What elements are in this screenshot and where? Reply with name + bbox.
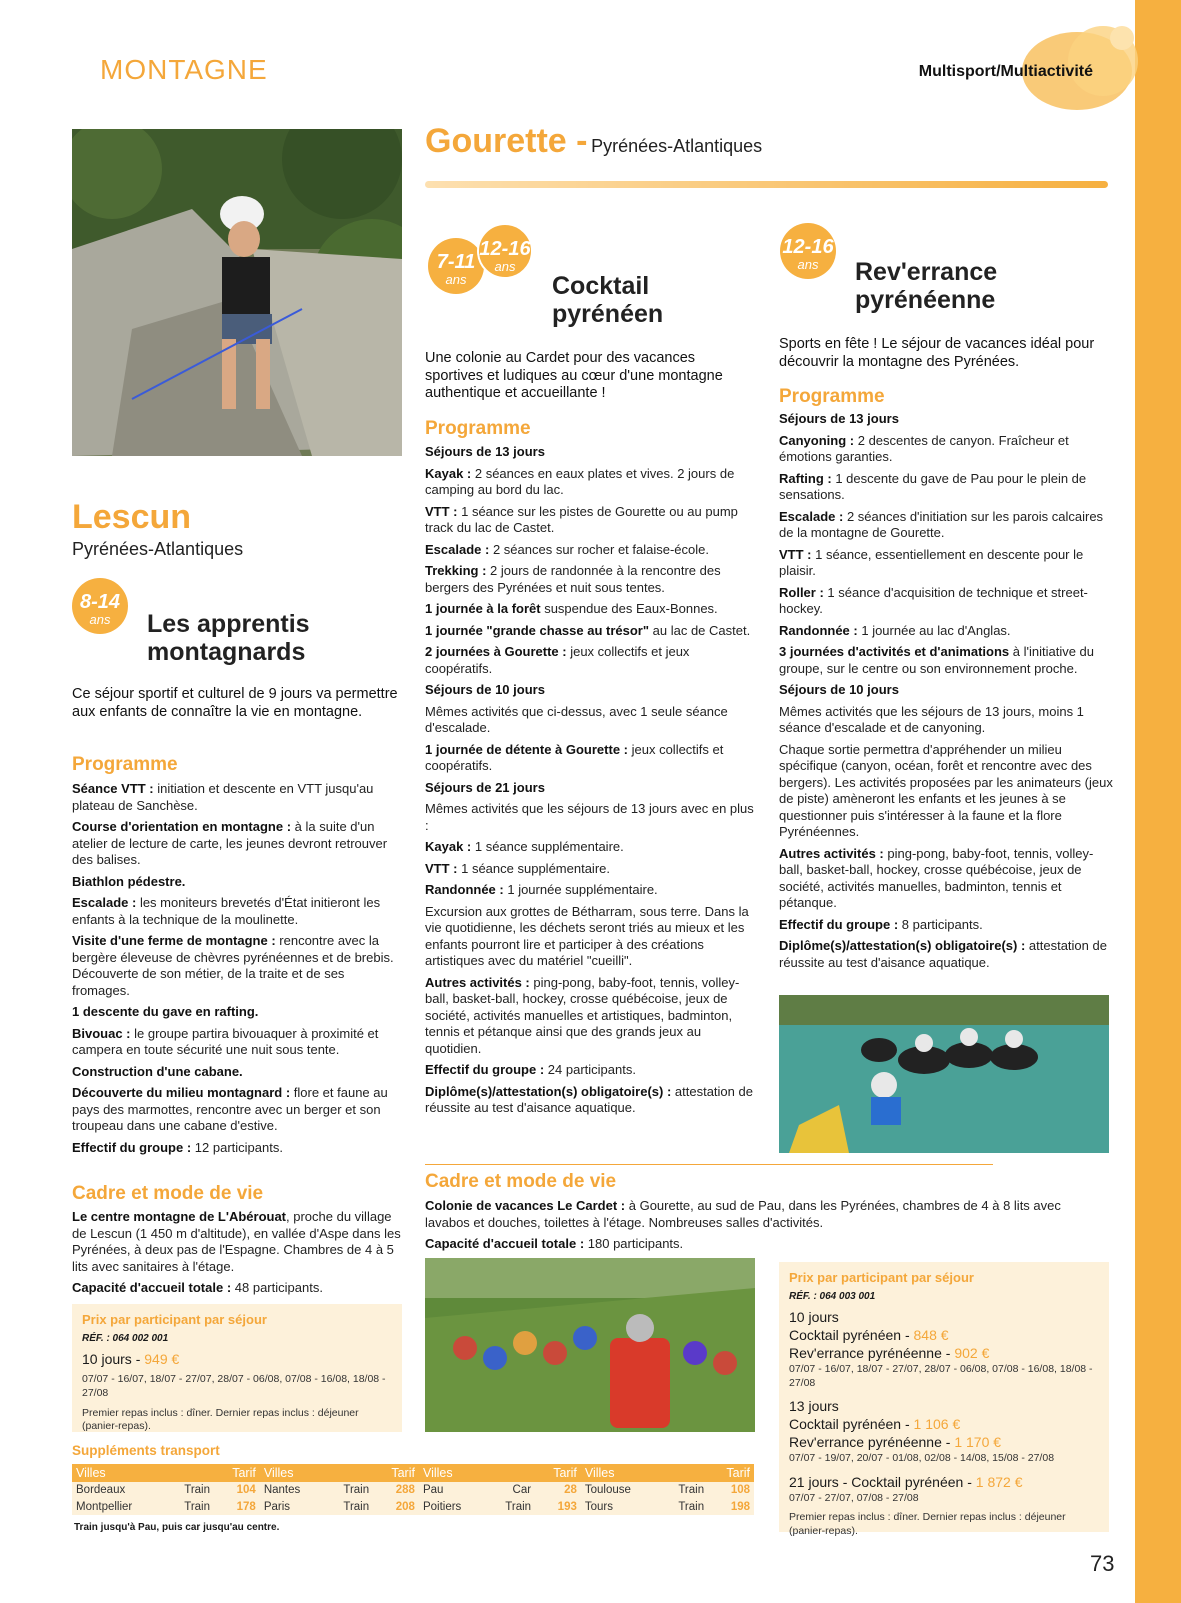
price-heading: Prix par participant par séjour xyxy=(82,1312,267,1327)
item-text: jeux collectifs et coopératifs. xyxy=(425,741,724,773)
price-amount: 1 872 € xyxy=(975,1473,1023,1490)
page-number: 73 xyxy=(1090,1551,1115,1576)
lescun-title: Lescun xyxy=(72,498,192,536)
section-title: MONTAGNE xyxy=(100,54,268,85)
programme-item xyxy=(779,509,1114,542)
gourette-header xyxy=(425,120,762,164)
item-label: Colonie de vacances Le Cardet : xyxy=(425,1198,626,1213)
programme-item xyxy=(72,819,402,869)
item-label: 1 descente du gave en rafting. xyxy=(72,1004,259,1019)
item-label: Capacité d'accueil totale : xyxy=(425,1236,585,1251)
programme-item xyxy=(779,846,1114,912)
item-label: Course d'orientation en montagne : xyxy=(72,819,292,834)
price-ref: RÉF. : 064 002 001 xyxy=(82,1332,169,1344)
item-text: à la suite d'un atelier de lecture de carte, les jeunes devront retrouver des balises. xyxy=(72,819,388,867)
programme-item xyxy=(425,1236,1085,1253)
age-badge-7-11 xyxy=(428,238,484,294)
programme-item xyxy=(425,542,755,559)
item-label: Effectif du groupe : xyxy=(425,1062,545,1077)
item-label: Bivouac : xyxy=(72,1025,131,1041)
gourette-cadre xyxy=(425,1198,1085,1258)
gourette-divider xyxy=(425,181,1108,188)
lescun-cadre xyxy=(72,1209,402,1302)
col-price: Tarif xyxy=(535,1464,581,1482)
col-city: Villes xyxy=(260,1464,373,1482)
price-amount: 902 € xyxy=(954,1345,990,1362)
item-label: Séjours de 13 jours xyxy=(425,444,545,459)
hiking-group-photo xyxy=(425,1258,755,1432)
item-text: Mêmes activités que ci-dessus, avec 1 seule séance d'escalade. xyxy=(425,703,728,735)
city-cell: Paris xyxy=(260,1499,324,1516)
item-label: 3 journées d'activités et d'animations xyxy=(779,644,1010,659)
item-label: Randonnée : xyxy=(425,882,504,897)
item-text: ping-pong, baby-foot, tennis, volley-ball, basket-ball, hockey, crosse québécoise, jeux de société, activités manuelles et artistiques, badminton, tennis et pétanque ainsi que des grands jeux au quotidien. xyxy=(425,974,740,1056)
city-cell: Poitiers xyxy=(419,1499,486,1516)
programme-item xyxy=(779,623,1114,640)
item-label: VTT : xyxy=(425,860,458,876)
climbing-photo xyxy=(72,129,402,456)
item-text: ping-pong, baby-foot, tennis, volley-ball, basket-ball, hockey, crosse québécoise, jeux de société, activités manuelles, badminton, tennis et pétanque. xyxy=(779,845,1094,910)
programme-item xyxy=(425,466,755,499)
gourette-rule xyxy=(425,1164,993,1165)
gourette-region: Pyrénées-Atlantiques xyxy=(591,136,763,156)
price-cell: 288 xyxy=(373,1482,419,1499)
item-text: Mêmes activités que les séjours de 13 jours avec en plus : xyxy=(425,801,754,833)
price-duration: 13 jours xyxy=(789,1398,839,1415)
programme-item xyxy=(425,504,755,537)
item-text: initiation et descente en VTT jusqu'au plateau de Sanchèse. xyxy=(72,781,374,813)
programme-item xyxy=(425,742,755,775)
item-label: Escalade : xyxy=(72,895,137,910)
item-label: Roller : xyxy=(779,584,824,600)
item-text: 12 participants. xyxy=(191,1139,283,1155)
programme-item xyxy=(72,1064,402,1081)
programme-item xyxy=(72,781,402,814)
price-line xyxy=(789,1434,1099,1452)
programme-item xyxy=(72,1085,402,1135)
stay-title-cocktail xyxy=(552,272,663,328)
price-dates: 07/07 - 16/07, 18/07 - 27/07, 28/07 - 06/08, 07/08 - 16/08, 18/08 - 27/08 xyxy=(789,1363,1093,1389)
price-label: 21 jours - Cocktail pyrénéen - xyxy=(789,1473,972,1490)
decor-bubble xyxy=(1110,26,1134,50)
item-label: Construction d'une cabane. xyxy=(72,1063,243,1079)
table-header-row xyxy=(72,1464,754,1482)
item-text: 2 séances d'initiation sur les parois calcaires de la montagne de Gourette. xyxy=(779,508,1104,540)
price-line xyxy=(789,1327,1099,1345)
programme-item xyxy=(425,444,755,461)
lescun-region: Pyrénées-Atlantiques xyxy=(72,539,244,559)
item-text: le groupe partira bivouaquer à proximité et campera en toute sécurité une nuit sous tente. xyxy=(72,1025,379,1057)
item-label: Séjours de 10 jours xyxy=(425,682,545,697)
rafting-photo xyxy=(779,995,1109,1153)
programme-item xyxy=(779,917,1114,934)
mode-cell: Train xyxy=(165,1499,214,1516)
item-text: 48 participants. xyxy=(231,1280,323,1295)
item-text: attestation de réussite au test d'aisance aquatique. xyxy=(779,938,1107,970)
item-text: 1 journée au lac d'Anglas. xyxy=(857,622,1011,638)
programme-item xyxy=(72,1280,402,1297)
mode-cell: Train xyxy=(324,1499,373,1516)
item-label: Diplôme(s)/attestation(s) obligatoire(s) : xyxy=(425,1083,672,1099)
item-label: Escalade : xyxy=(779,508,844,524)
reverrance-programme-heading: Programme xyxy=(779,386,885,407)
table-row xyxy=(72,1499,754,1516)
item-label: Canyoning : xyxy=(779,432,855,448)
stay-title-line: Rev'errance xyxy=(855,258,998,286)
mode-cell: Train xyxy=(659,1482,708,1499)
gourette-price-box xyxy=(779,1262,1109,1537)
programme-item xyxy=(425,704,755,737)
item-label: Kayak : xyxy=(425,839,472,854)
price-line xyxy=(82,1351,392,1369)
item-label: Trekking : xyxy=(425,563,487,578)
programme-item xyxy=(72,1004,402,1021)
age-badge-12-16 xyxy=(780,223,836,279)
cocktail-programme-heading: Programme xyxy=(425,418,531,439)
programme-item xyxy=(779,433,1114,466)
age-badge-8-14 xyxy=(72,578,128,634)
stay-title-line: pyrénéen xyxy=(552,300,664,328)
programme-item xyxy=(425,1198,1085,1231)
mode-cell: Car xyxy=(486,1482,535,1499)
price-cell: 193 xyxy=(535,1499,581,1516)
item-label: Rafting : xyxy=(779,470,832,486)
price-dates: 07/07 - 19/07, 20/07 - 01/08, 02/08 - 14/08, 15/08 - 27/08 xyxy=(789,1452,1055,1465)
item-text: 24 participants. xyxy=(544,1062,636,1077)
col-city: Villes xyxy=(581,1464,708,1482)
item-text: 2 séances en eaux plates et vives. 2 jours de camping au bord du lac. xyxy=(425,465,735,497)
item-text: suspendue des Eaux-Bonnes. xyxy=(540,601,718,616)
item-label: 1 journée "grande chasse au trésor" xyxy=(425,622,650,638)
city-cell: Toulouse xyxy=(581,1482,659,1499)
price-ref: RÉF. : 064 003 001 xyxy=(789,1290,876,1302)
item-text: les moniteurs brevetés d'État initieront les enfants à la technique de la moulinette. xyxy=(72,895,381,927)
item-label: VTT : xyxy=(779,546,812,562)
item-text: 1 séance, essentiellement en descente pour le plaisir. xyxy=(779,546,1084,578)
item-label: Autres activités : xyxy=(425,974,530,990)
programme-item xyxy=(779,411,1114,428)
city-cell: Montpellier xyxy=(72,1499,165,1516)
item-label: Escalade : xyxy=(425,541,490,557)
price-cell: 104 xyxy=(214,1482,260,1499)
programme-item xyxy=(72,895,402,928)
lescun-intro: Ce séjour sportif et culturel de 9 jours va permettre aux enfants de connaître la vie en montagne. xyxy=(72,686,398,720)
table-row xyxy=(72,1482,754,1499)
item-label: 1 journée à la forêt xyxy=(425,601,541,616)
badge-age: 8-14 xyxy=(79,591,121,613)
city-cell: Tours xyxy=(581,1499,659,1516)
col-price: Tarif xyxy=(708,1464,754,1482)
programme-item xyxy=(779,742,1114,841)
price-amount: 1 170 € xyxy=(954,1434,1002,1451)
price-amount: 848 € xyxy=(913,1327,949,1344)
item-text: 1 séance d'acquisition de technique et street-hockey. xyxy=(779,584,1088,616)
programme-item xyxy=(72,1209,402,1275)
price-amount: 949 € xyxy=(144,1351,180,1368)
price-cell: 208 xyxy=(373,1499,419,1516)
badge-unit: ans xyxy=(89,612,111,627)
price-amount: 1 106 € xyxy=(913,1416,961,1433)
item-label: Visite d'une ferme de montagne : xyxy=(72,933,276,948)
programme-item xyxy=(779,585,1114,618)
lescun-cadre-heading: Cadre et mode de vie xyxy=(72,1183,264,1204)
city-cell: Pau xyxy=(419,1482,486,1499)
programme-item xyxy=(779,938,1114,971)
programme-item xyxy=(425,780,755,797)
city-cell: Nantes xyxy=(260,1482,324,1499)
price-label: Cocktail pyrénéen - xyxy=(789,1416,910,1433)
stay-title-line: Les apprentis xyxy=(147,610,310,638)
category-label: Multisport/Multiactivité xyxy=(918,63,1093,80)
item-text: à l'initiative du groupe, sur le centre ou son environnement proche. xyxy=(779,644,1095,676)
price-cell: 178 xyxy=(214,1499,260,1516)
col-price: Tarif xyxy=(373,1464,419,1482)
item-label: 2 journées à Gourette : xyxy=(425,644,567,659)
age-badge-12-16 xyxy=(477,223,533,279)
programme-item xyxy=(425,682,755,699)
item-label: Effectif du groupe : xyxy=(779,916,899,932)
programme-item xyxy=(779,704,1114,737)
item-label: Diplôme(s)/attestation(s) obligatoire(s) : xyxy=(779,938,1026,953)
programme-item xyxy=(425,801,755,834)
item-text: à Gourette, au sud de Pau, dans les Pyrénées, chambres de 4 à 8 lits avec lavabos et douches, toilettes à l'étage. Nombreuses salles d'activités. xyxy=(425,1198,1061,1230)
programme-item xyxy=(72,1026,402,1059)
price-note: Premier repas inclus : dîner. Dernier repas inclus : déjeuner (panier-repas). xyxy=(82,1406,359,1433)
programme-item xyxy=(779,644,1114,677)
item-text: 1 descente du gave de Pau pour le plein de sensations. xyxy=(779,470,1087,502)
item-label: Le centre montagne de L'Abérouat xyxy=(72,1209,287,1224)
item-text: jeux collectifs et jeux coopératifs. xyxy=(425,644,690,676)
lescun-price-box xyxy=(72,1304,402,1432)
item-text: au lac de Castet. xyxy=(649,622,751,638)
item-text: 2 jours de randonnée à la rencontre des bergers des Pyrénées et nuit sous tentes. xyxy=(425,563,721,595)
programme-item xyxy=(425,882,755,899)
badge-age: 12-16 xyxy=(479,238,531,260)
item-text: Mêmes activités que les séjours de 13 jours, moins 1 séance d'escalade et de canyoning. xyxy=(779,703,1084,735)
stay-title-line: montagnards xyxy=(147,638,306,666)
mode-cell: Train xyxy=(659,1499,708,1516)
stay-title-line: pyrénéenne xyxy=(855,286,996,314)
programme-item xyxy=(425,644,755,677)
mode-cell: Train xyxy=(324,1482,373,1499)
item-label: Découverte du milieu montagnard : xyxy=(72,1085,291,1100)
price-cell: 108 xyxy=(708,1482,754,1499)
reverrance-items xyxy=(779,411,1114,976)
item-text: 1 journée supplémentaire. xyxy=(503,882,658,897)
item-text: 8 participants. xyxy=(898,916,983,932)
gourette-title: Gourette - xyxy=(425,122,588,160)
price-label: Rev'errance pyrénéenne - xyxy=(789,1345,951,1362)
programme-item xyxy=(779,471,1114,504)
price-line xyxy=(789,1474,1099,1492)
accent-sidebar xyxy=(1135,0,1181,1603)
item-text: 2 séances sur rocher et falaise-école. xyxy=(489,541,709,557)
item-label: Séjours de 21 jours xyxy=(425,779,545,795)
programme-item xyxy=(779,547,1114,580)
programme-item xyxy=(72,933,402,999)
badge-age: 7-11 xyxy=(436,251,476,273)
item-text: Excursion aux grottes de Bétharram, sous terre. Dans la vie quotidienne, les déchets seront triés au mieux et les enfants pourront lire et participer à des créations artistiques avec du matériel "cueilli". xyxy=(425,903,749,968)
price-heading: Prix par participant par séjour xyxy=(789,1270,974,1285)
price-cell: 198 xyxy=(708,1499,754,1516)
price-duration: 10 jours - xyxy=(82,1351,141,1368)
stay-title-line: Cocktail xyxy=(552,272,650,300)
item-text: , proche du village de Lescun (1 450 m d'altitude), en vallée d'Aspe dans les Pyrénées, à deux pas de l'Espagne. Chambres de 4 à 5 lits avec sanitaires à l'étage. xyxy=(72,1209,401,1274)
programme-item xyxy=(425,601,755,618)
transport-note: Train jusqu'à Pau, puis car jusqu'au centre. xyxy=(74,1522,280,1533)
item-text: attestation de réussite au test d'aisance aquatique. xyxy=(425,1083,753,1115)
reverrance-intro: Sports en fête ! Le séjour de vacances idéal pour découvrir la montagne des Pyrénées. xyxy=(779,336,1095,370)
item-label: Kayak : xyxy=(425,465,472,481)
city-cell: Bordeaux xyxy=(72,1482,165,1499)
stay-title-apprentis xyxy=(147,610,310,666)
lescun-items xyxy=(72,781,402,1161)
programme-item xyxy=(425,623,755,640)
programme-item xyxy=(425,861,755,878)
badge-age: 12-16 xyxy=(782,236,834,258)
mode-cell: Train xyxy=(486,1499,535,1516)
item-label: Séjours de 13 jours xyxy=(779,411,899,426)
stay-title-reverrance xyxy=(855,258,997,314)
programme-item xyxy=(425,1062,755,1079)
programme-item xyxy=(425,563,755,596)
badge-unit: ans xyxy=(494,259,516,274)
item-text: rencontre avec la bergère éleveuse de chèvres pyrénéennes et de brebis. Découverte de son métier, de la traite et de ses fromages. xyxy=(72,933,394,998)
programme-item xyxy=(425,839,755,856)
badge-unit: ans xyxy=(797,257,819,272)
price-line xyxy=(789,1416,1099,1434)
item-label: Autres activités : xyxy=(779,845,884,861)
item-label: Randonnée : xyxy=(779,622,858,638)
item-label: VTT : xyxy=(425,503,458,519)
price-line xyxy=(789,1345,1099,1363)
price-dates: 07/07 - 27/07, 07/08 - 27/08 xyxy=(789,1491,919,1504)
item-text: 1 séance sur les pistes de Gourette ou au pump track du lac de Castet. xyxy=(425,503,738,535)
item-label: Capacité d'accueil totale : xyxy=(72,1280,232,1295)
cocktail-items xyxy=(425,444,755,1122)
programme-item xyxy=(425,904,755,970)
price-dates: 07/07 - 16/07, 18/07 - 27/07, 28/07 - 06/08, 07/08 - 16/08, 18/08 - 27/08 xyxy=(82,1373,386,1399)
price-duration: 10 jours xyxy=(789,1309,839,1326)
col-price: Tarif xyxy=(214,1464,260,1482)
item-text: 1 séance supplémentaire. xyxy=(457,860,610,876)
programme-item xyxy=(425,975,755,1058)
item-label: Séance VTT : xyxy=(72,781,154,796)
transport-table xyxy=(72,1464,754,1515)
programme-item xyxy=(425,1084,755,1117)
item-text: flore et faune au pays des marmottes, rencontre avec un berger et son troupeau dans une cabane d'estive. xyxy=(72,1085,388,1133)
item-label: 1 journée de détente à Gourette : xyxy=(425,741,628,757)
gourette-cadre-heading: Cadre et mode de vie xyxy=(425,1171,617,1192)
programme-item xyxy=(72,1140,402,1157)
transport-heading: Suppléments transport xyxy=(72,1443,220,1458)
price-label: Cocktail pyrénéen - xyxy=(789,1327,910,1344)
programme-item xyxy=(72,874,402,891)
item-text: Chaque sortie permettra d'appréhender un milieu spécifique (canyon, océan, forêt et rencontre avec des bergers). Les activités proposées par les animateurs (jeux de piste) amèneront les enfants et les jeunes à se questionner puis s'intéresser à la faune et la flore Pyrénéennes. xyxy=(779,741,1113,839)
item-label: Biathlon pédestre. xyxy=(72,873,186,889)
price-note: Premier repas inclus : dîner. Dernier repas inclus : déjeuner (panier-repas). xyxy=(789,1511,1066,1537)
item-label: Séjours de 10 jours xyxy=(779,682,899,697)
badge-unit: ans xyxy=(445,272,467,287)
item-label: Effectif du groupe : xyxy=(72,1139,192,1155)
price-cell: 28 xyxy=(535,1482,581,1499)
mode-cell: Train xyxy=(165,1482,214,1499)
item-text: 1 séance supplémentaire. xyxy=(471,839,624,854)
price-label: Rev'errance pyrénéenne - xyxy=(789,1434,951,1451)
item-text: 180 participants. xyxy=(584,1236,684,1251)
programme-item xyxy=(779,682,1114,699)
col-city: Villes xyxy=(72,1464,214,1482)
lescun-programme-heading: Programme xyxy=(72,754,178,775)
col-city: Villes xyxy=(419,1464,535,1482)
cocktail-intro: Une colonie au Cardet pour des vacances sportives et ludiques au cœur d'une montagne authentique et accueillante ! xyxy=(425,350,723,402)
item-text: 2 descentes de canyon. Fraîcheur et émotions garanties. xyxy=(779,432,1069,464)
